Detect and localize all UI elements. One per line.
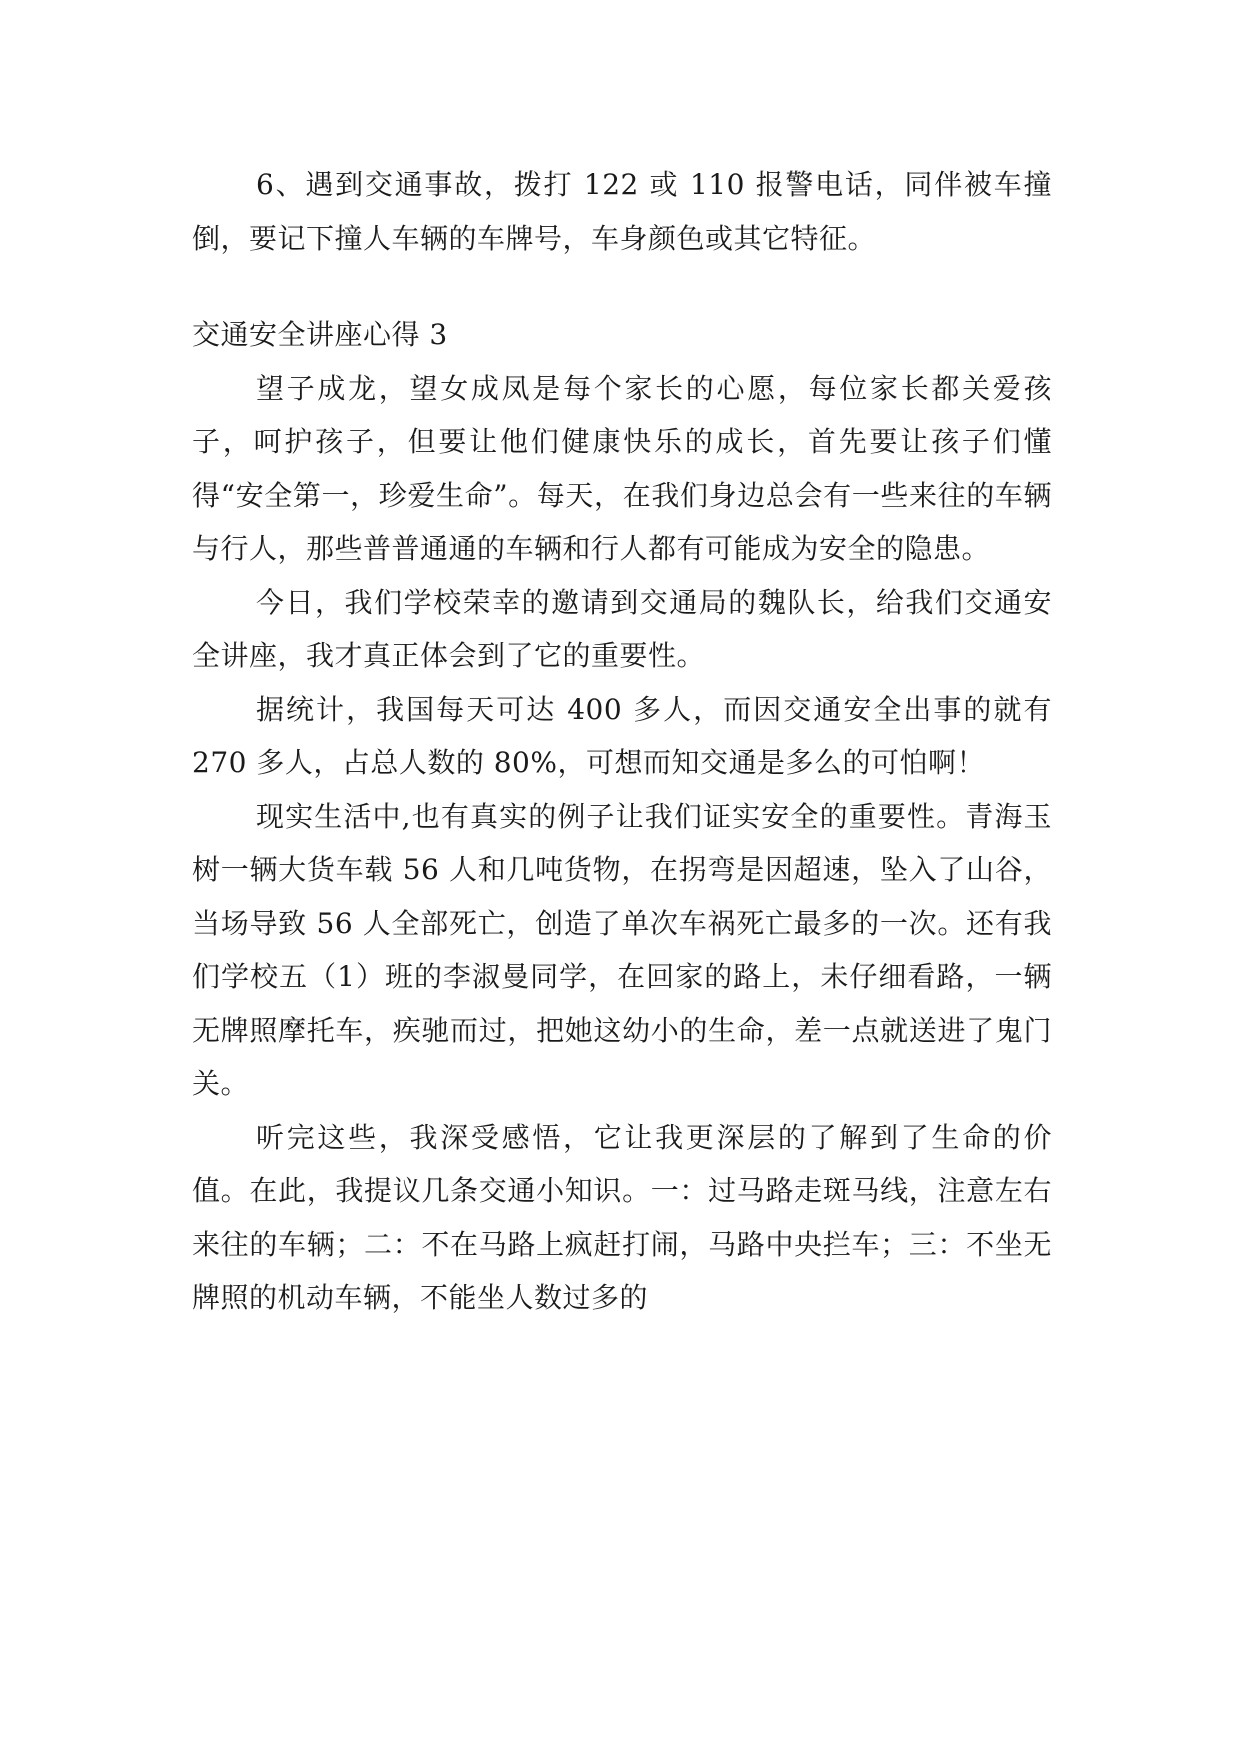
document-page	[192, 158, 1052, 1325]
body-paragraph-4: 现实生活中,也有真实的例子让我们证实安全的重要性。青海玉树一辆大货车载 56 人和几吨货物，在拐弯是因超速，坠入了山谷，当场导致 56 人全部死亡，创造了单次车祸死亡最多的一次。还有我们学校五（1）班的李淑曼同学，在回家的路上，未仔细看路，一辆无牌照摩托车，疾驰而过，把她这幼小的生命，差一点就送进了鬼门关。	[192, 799, 1052, 1100]
body-paragraph-5: 听完这些，我深受感悟，它让我更深层的了解到了生命的价值。在此，我提议几条交通小知识。一：过马路走斑马线，注意左右来往的车辆；二：不在马路上疯赶打闹，马路中央拦车；三：不坐无牌照的机动车辆，不能坐人数过多的	[192, 1120, 1052, 1314]
body-paragraph-3: 据统计，我国每天可达 400 多人，而因交通安全出事的就有 270 多人，占总人数的 80%，可想而知交通是多么的可怕啊！	[192, 692, 1052, 779]
body-paragraph-2: 今日，我们学校荣幸的邀请到交通局的魏队长，给我们交通安全讲座，我才真正体会到了它的重要性。	[192, 585, 1052, 672]
intro-paragraph: 6、遇到交通事故，拨打 122 或 110 报警电话，同伴被车撞倒，要记下撞人车辆的车牌号，车身颜色或其它特征。	[192, 168, 1052, 255]
section-title: 交通安全讲座心得 3	[192, 318, 448, 351]
body-paragraph-1: 望子成龙，望女成凤是每个家长的心愿，每位家长都关爱孩子，呵护孩子，但要让他们健康快乐的成长，首先要让孩子们懂得“安全第一，珍爱生命”。每天，在我们身边总会有一些来往的车辆与行人，那些普普通通的车辆和行人都有可能成为安全的隐患。	[192, 371, 1052, 565]
